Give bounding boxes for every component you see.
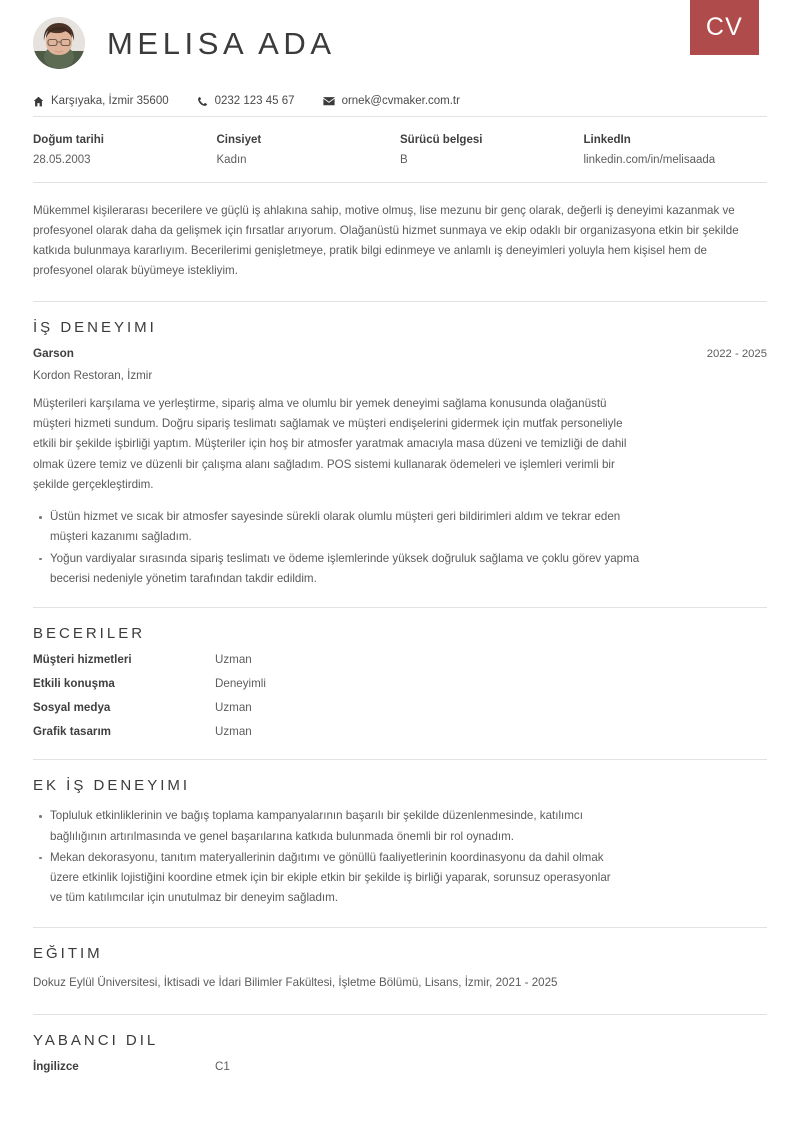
- list-item: Yoğun vardiyalar sırasında sipariş teslimatı ve ödeme işlemlerinde yüksek doğruluk sağlama ve çoklu görev yapma becerisi nedeniyle yönetim tarafından takdir edildim.: [50, 549, 767, 590]
- skill-name: Sosyal medya: [33, 701, 111, 715]
- divider: [33, 301, 767, 302]
- skill-row: [33, 701, 767, 714]
- skill-level: Deneyimli: [215, 677, 266, 691]
- avatar: [33, 17, 85, 69]
- list-item: Mekan dekorasyonu, tanıtım materyallerinin dağıtımı ve gönüllü faaliyetlerinin koordinasyonu da dahil olmak üzere etkinlik lojistiğini koordine etmek için bir ekiple etkin bir şekilde iş birliği yaparak, sorunsuz operasyonlar ve tüm katılımcılar için unutulmaz bir deneyim sağladım.: [50, 848, 767, 909]
- skill-row: [33, 653, 767, 666]
- language-row: [33, 1060, 767, 1073]
- job-dates: 2022 - 2025: [706, 347, 767, 360]
- section-title-education: EĞITIM: [33, 944, 103, 962]
- job-description: Müşterileri karşılama ve yerleştirme, sipariş alma ve olumlu bir yemek deneyimi sağlama konusunda olağanüstü müşteri hizmeti sundum. Doğru sipariş teslimatı sağlamak ve müşteri endişelerini gidermek için mutfak personeliyle etkili bir şekilde işbirliği yaptım. Müşteriler için hoş bir atmosfer yaratmak amacıyla masa düzeni ve temizliği de dahil olmak üzere temiz ve düzenli bir çalışma alanı sağladım. POS sistemi kullanarak ödemeleri ve işlemleri verimli bir şekilde gerçekleştirdim.: [33, 396, 627, 491]
- language-name: İngilizce: [33, 1060, 79, 1074]
- professional-summary: Mükemmel kişilerarası becerilere ve güçlü iş ahlakına sahip, motive olmuş, lise mezunu bir genç olarak, değerli iş deneyimi kazanmak ve profesyonel olarak daha da gelişmek için fırsatlar arıyorum. Olağanüstü hizmet sunmaya ve ekip odaklı bir organizasyona etkin bir şekilde katkıda bulunmaya kararlıyım. Becerilerimi genişletmeye, pratik bilgi edinmeye ve anlamlı iş deneyimleri yoluyla hem kişisel hem de profesyonel olarak büyümeye istekliyim.: [33, 204, 739, 277]
- info-item: [400, 134, 584, 166]
- info-item: [33, 134, 217, 166]
- skill-level: Uzman: [215, 725, 252, 739]
- info-value: B: [400, 154, 408, 166]
- section-education: [0, 945, 800, 993]
- section-languages: [0, 1032, 800, 1073]
- divider: [33, 607, 767, 608]
- contact-address-text: Karşıyaka, İzmir 35600: [51, 95, 169, 107]
- skill-row: [33, 677, 767, 690]
- section-experience: [0, 319, 800, 590]
- cv-badge: CV: [690, 0, 759, 55]
- job-organization: Kordon Restoran, İzmir: [33, 368, 153, 382]
- skill-level: Uzman: [215, 701, 252, 715]
- info-item: [584, 134, 768, 166]
- cv-header: [0, 0, 800, 86]
- list-item: Üstün hizmet ve sıcak bir atmosfer sayesinde sürekli olarak olumlu müşteri geri bildirimleri aldım ve tekrar eden müşteri kazanımı sağladım.: [50, 507, 767, 548]
- language-level: C1: [215, 1060, 230, 1074]
- contact-bar: [0, 86, 800, 116]
- envelope-icon: [323, 96, 335, 107]
- info-value-linkedin[interactable]: linkedin.com/in/melisaada: [583, 154, 716, 166]
- info-value: 28.05.2003: [33, 154, 91, 166]
- page-title: MELISA ADA: [107, 25, 336, 61]
- section-title-languages: YABANCI DIL: [33, 1032, 159, 1050]
- additional-experience-bullet-list: [33, 806, 767, 908]
- job-title: Garson: [33, 346, 74, 360]
- divider: [33, 759, 767, 760]
- contact-phone: [197, 95, 295, 107]
- info-item: [217, 134, 401, 166]
- job-bullet-list: [33, 507, 767, 589]
- job-entry-header: [33, 347, 767, 360]
- section-additional-experience: [0, 777, 800, 908]
- divider: [33, 1014, 767, 1015]
- phone-icon: [197, 96, 208, 107]
- section-title-experience: İŞ DENEYIMI: [33, 318, 157, 336]
- skill-name: Müşteri hizmetleri: [33, 653, 132, 667]
- info-label: Sürücü belgesi: [400, 134, 483, 146]
- info-label: Cinsiyet: [216, 134, 262, 146]
- section-title-additional-experience: EK İŞ DENEYIMI: [33, 777, 191, 795]
- info-value: Kadın: [216, 154, 247, 166]
- skill-row: [33, 725, 767, 738]
- skill-name: Etkili konuşma: [33, 677, 115, 691]
- education-entry: Dokuz Eylül Üniversitesi, İktisadi ve İdari Bilimler Fakültesi, İşletme Bölümü, Lisans, İzmir, 2021 - 2025: [33, 975, 558, 989]
- skill-name: Grafik tasarım: [33, 725, 111, 739]
- section-skills: [0, 625, 800, 738]
- home-icon: [33, 96, 44, 107]
- info-label: LinkedIn: [583, 134, 631, 146]
- contact-phone-text: 0232 123 45 67: [214, 95, 295, 107]
- contact-address: [33, 95, 169, 107]
- section-title-skills: BECERILER: [33, 625, 146, 643]
- skill-level: Uzman: [215, 653, 252, 667]
- info-label: Doğum tarihi: [33, 134, 104, 146]
- divider: [33, 927, 767, 928]
- contact-email-text: ornek@cvmaker.com.tr: [341, 95, 460, 107]
- contact-email: [323, 95, 460, 107]
- list-item: Topluluk etkinliklerinin ve bağış toplama kampanyalarının başarılı bir şekilde düzenlenmesinde, katılımcı bağlılığının artırılmasında ve genel başarılarına katkıda bulunmada önemli bir rol oynadım.: [50, 806, 767, 847]
- personal-info-grid: [0, 117, 800, 182]
